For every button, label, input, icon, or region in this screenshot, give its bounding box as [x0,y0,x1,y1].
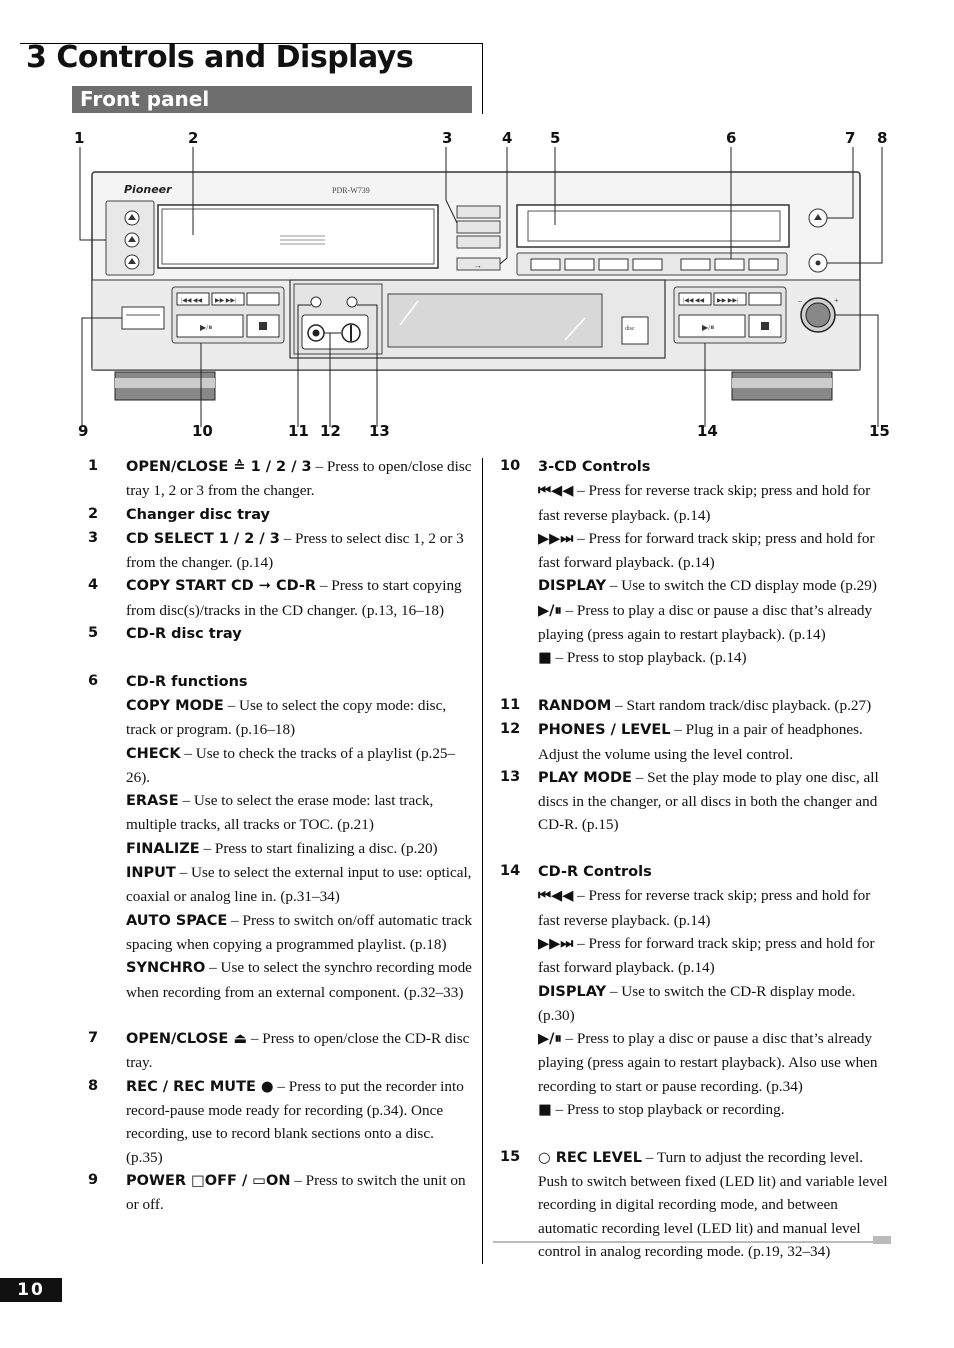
entry-title: ▶/⏸ [538,602,562,619]
entry-title: ■ [538,1102,552,1119]
entry-number: 10 [500,458,521,474]
svg-text:+: + [834,296,839,305]
entry-title: ERASE [126,793,179,810]
svg-text:|◀◀ ◀◀: |◀◀ ◀◀ [683,298,705,304]
svg-text:▶/⏸: ▶/⏸ [200,323,213,332]
entry-number: 15 [500,1148,521,1165]
entry-text: – Set the play mode to play one disc, all discs in the changer, or all discs in both the changer and CD-R. (p.15) [538,768,879,834]
entry-title: DISPLAY [538,983,607,1000]
svg-text:–: – [798,296,802,305]
entry-title: RANDOM [538,697,612,714]
callout-3: 3 [442,129,453,147]
entry-title: ▶/⏸ [538,1031,562,1048]
entry-text: – Press to start finalizing a disc. (p.20) [199,839,438,857]
entry-text: – Press for reverse track skip; press and hold for fast reverse playback. (p.14) [538,482,871,524]
entry-number: 14 [500,863,521,880]
front-panel-figure [70,125,900,445]
entry-text: – Use to check the tracks of a playlist (p.25–26). [126,744,456,786]
description-entry [88,742,473,790]
entry-text: – Use to switch the CD-R display mode. (p.30) [538,982,856,1024]
entry-title: CD-R Controls [538,864,652,881]
entry-text: – Use to select the copy mode: disc, track or program. (p.16–18) [126,696,447,739]
description-entry [500,718,892,766]
description-entry [88,455,473,503]
entry-title: ⏮◀◀ [538,483,574,500]
entry-number: 8 [88,1077,99,1094]
spacer [500,1122,892,1145]
svg-text:→: → [474,261,482,270]
entry-title: ⏮◀◀ [538,888,574,905]
callout-1: 1 [74,129,85,147]
entry-text: – Start random track/disc playback. (p.27) [611,696,872,714]
description-entry [500,766,892,837]
section-title: Front panel [72,86,472,113]
right-column [500,455,892,1263]
callout-6: 6 [726,129,737,147]
description-entry [88,1075,473,1169]
entry-number: 2 [88,505,99,522]
entry-title: CD-R disc tray [126,626,242,643]
entry-title: FINALIZE [126,840,200,857]
description-entry [88,574,473,622]
entry-number: 11 [500,696,521,713]
page-number: 10 [0,1278,62,1302]
description-entry [500,980,892,1028]
entry-text: – Press to start copying from disc(s)/tracks in the CD changer. (p.13, 16–18) [126,577,462,619]
description-entry [500,646,892,670]
description-entry [88,622,473,646]
entry-text: – Use to select the external input to use: optical, coaxial or analog line in. (p.31–34) [126,864,472,906]
description-entry [500,860,892,884]
description-entry [500,455,892,479]
bottom-rule [493,1241,873,1243]
entry-number: 5 [88,625,99,642]
description-entry [500,694,892,718]
front-panel-drawing [70,125,900,445]
entry-text: – Use to switch the CD display mode (p.29) [606,577,877,595]
entry-text: – Press for forward track skip; press and hold for fast forward playback. (p.14) [538,934,875,977]
entry-title: INPUT [126,865,176,882]
callout-9: 9 [78,422,89,440]
entry-text: – Press to put the recorder into record-pause mode ready for recording (p.34). Once recording, use to record blank sections onto a disc. (p.35) [126,1077,464,1166]
callout-7: 7 [845,129,856,147]
entry-text: – Press to select disc 1, 2 or 3 from the changer. (p.14) [126,529,464,572]
entry-title: OPEN/CLOSE ⏏ [126,1031,248,1048]
callout-15: 15 [869,422,890,440]
description-entry [88,956,473,1004]
callout-10: 10 [192,422,213,440]
callout-4: 4 [502,129,513,147]
left-column [88,455,473,1217]
entry-text: – Press to switch the unit on or off. [126,1171,466,1214]
callout-12: 12 [320,422,341,440]
entry-text: – Press for forward track skip; press and hold for fast forward playback. (p.14) [538,529,875,572]
entry-title: CD-R functions [126,673,248,690]
chapter-title: 3 Controls and Displays [26,40,414,75]
brand-logo: Pioneer [124,183,172,196]
description-entry [500,1027,892,1098]
callout-5: 5 [550,129,561,147]
entry-number: 3 [88,529,99,546]
entry-title: ○ REC LEVEL [538,1149,642,1166]
description-entry [500,1146,892,1263]
entry-title: PHONES / LEVEL [538,722,671,739]
entry-text: – Press to open/close disc tray 1, 2 or 3 from the changer. [126,458,472,500]
spacer [88,1004,473,1027]
entry-title: REC / REC MUTE ● [126,1078,274,1095]
callout-13: 13 [369,422,390,440]
entry-text: – Press to switch on/off automatic track spacing when copying a programmed playlist. (p.18) [126,911,473,953]
callout-11: 11 [288,422,309,440]
description-entry [88,527,473,575]
description-entry [500,574,892,598]
entry-title: COPY START CD ➞ CD-R [126,578,317,595]
svg-text:▶▶ ▶▶|: ▶▶ ▶▶| [717,298,739,304]
svg-text:disc: disc [625,326,635,332]
description-entry [88,789,473,837]
column-divider [482,458,483,1264]
entry-number: 4 [88,577,99,594]
svg-text:▶▶ ▶▶|: ▶▶ ▶▶| [215,298,237,304]
callout-14: 14 [697,422,718,440]
description-entry [88,1027,473,1075]
entry-text: – Plug in a pair of headphones. Adjust the volume using the level control. [538,721,863,763]
description-entry [500,884,892,932]
svg-text:|◀◀ ◀◀: |◀◀ ◀◀ [181,298,203,304]
entry-title: POWER □OFF / ▭ON [126,1172,291,1189]
entry-title: ▶▶⏭ [538,935,574,952]
entry-text: – Use to select the synchro recording mode when recording from an external component. (p.32–33) [126,959,472,1001]
entry-text: – Press to stop playback or recording. [551,1101,785,1119]
entry-title: AUTO SPACE [126,912,228,929]
entry-title: ▶▶⏭ [538,530,574,547]
entry-title: COPY MODE [126,697,224,714]
description-entry [88,861,473,909]
entry-title: Changer disc tray [126,506,270,523]
entry-number: 13 [500,768,521,785]
description-entry [88,1169,473,1217]
description-entry [88,909,473,957]
entry-text: – Press to play a disc or pause a disc that’s already playing (press again to restart playback). (p.14) [538,601,873,644]
entry-title: CHECK [126,745,181,762]
description-entry [88,694,473,742]
model-label: PDR-W739 [332,186,370,195]
entry-text: – Press to play a disc or pause a disc that’s already playing (press again to restart playback). Also use when recording to start or pause recording. (p.34) [538,1030,878,1095]
entry-number: 1 [88,458,99,474]
description-entry [500,1098,892,1122]
description-entry [500,599,892,647]
callout-8: 8 [877,129,888,147]
entry-title: OPEN/CLOSE ≙ 1 / 2 / 3 [126,459,312,475]
entry-number: 7 [88,1030,99,1047]
entry-title: DISPLAY [538,578,607,595]
description-entry [500,932,892,980]
description-entry [500,479,892,527]
description-entry [88,503,473,527]
entry-title: SYNCHRO [126,960,206,977]
entry-title: ■ [538,650,552,667]
callout-2: 2 [188,129,199,147]
spacer [88,646,473,669]
svg-text:▶/⏸: ▶/⏸ [702,323,715,332]
spacer [500,671,892,694]
description-entry [88,670,473,694]
entry-text: – Press to stop playback. (p.14) [551,649,747,667]
spacer [500,837,892,860]
entry-title: CD SELECT 1 / 2 / 3 [126,530,280,547]
description-entry [500,527,892,575]
description-entry [88,837,473,861]
entry-number: 12 [500,721,521,738]
entry-number: 6 [88,672,99,689]
entry-text: – Press to open/close the CD-R disc tray. [126,1030,470,1072]
bottom-rule-tab [873,1236,891,1244]
entry-title: PLAY MODE [538,769,632,786]
entry-title: 3-CD Controls [538,459,651,475]
entry-text: – Turn to adjust the recording level. Push to switch between fixed (LED lit) and variable level recording in digital recording mode, and between automatic recording level (LED lit) and manual level control in analog recording mode. (p.19, 32–34) [538,1148,888,1260]
entry-text: – Press for reverse track skip; press and hold for fast reverse playback. (p.14) [538,887,871,929]
entry-text: – Use to select the erase mode: last track, multiple tracks, all tracks or TOC. (p.21) [126,792,434,834]
entry-number: 9 [88,1171,99,1188]
